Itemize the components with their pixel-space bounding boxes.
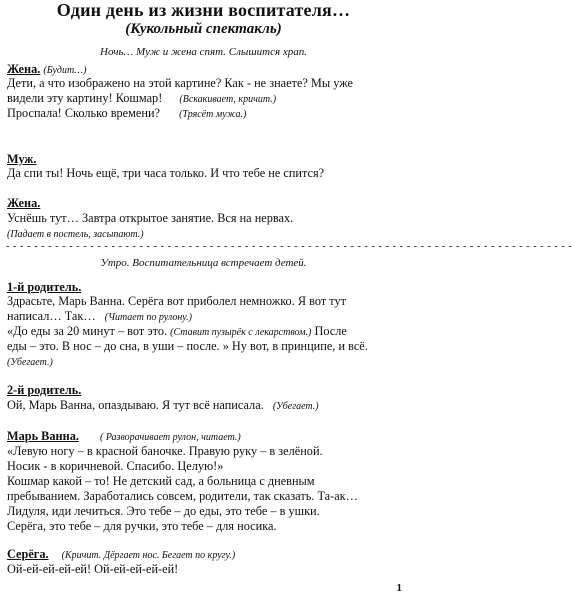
dialogue-line: «До еды за 20 минут – вот это. (Ставит пузырёк с лекарством.) После (7, 324, 347, 338)
dialogue-line: Ой, Марь Ванна, опаздываю. Я тут всё написала. (Убегает.) (7, 398, 319, 412)
stage-direction: (Убегает.) (272, 401, 319, 412)
speaker-name: Серёга. (7, 547, 49, 561)
speaker-line-parent-2 (7, 383, 81, 397)
dialogue-line: Да спи ты! Ночь ещё, три часа только. И что тебе не спится? (7, 166, 325, 180)
speaker-name: Муж. (7, 152, 37, 166)
speaker-name: 1-й родитель. (7, 280, 82, 294)
dialogue-line: пребыванием. Заработались совсем, родители, так сказать. Та-ак… (7, 489, 358, 503)
stage-direction-night: Ночь… Муж и жена спят. Слышится храп. (100, 46, 307, 58)
stage-direction: (Убегает.) (7, 357, 53, 368)
stage-direction-morning: Утро. Воспитательница встречает детей. (100, 257, 307, 269)
speaker-name: Марь Ванна. (7, 429, 79, 443)
dialogue-line: Дети, а что изображено на этой картине? Как - не знаете? Мы уже (7, 76, 353, 90)
stage-direction: (Падает в постель, засыпают.) (7, 229, 144, 240)
dialogue-line: написал… Так… (Читает по рулону.) (7, 309, 192, 323)
stage-direction: (Будит…) (43, 65, 87, 76)
stage-direction: (Трясёт мужа.) (179, 109, 247, 120)
speaker-line-teacher (7, 429, 241, 445)
speaker-name: Жена. (7, 62, 41, 76)
dialogue-line: Серёга, это тебе – для ручки, это тебе – для носика. (7, 519, 277, 533)
speaker-name: Жена. (7, 196, 41, 210)
dialogue-line: Кошмар какой – то! Не детский сад, а больница с дневным (7, 474, 315, 488)
dialogue-line: Ой-ей-ей-ей-ей! Ой-ей-ей-ей-ей! (7, 562, 179, 576)
speaker-line-parent-1 (7, 280, 81, 294)
dialogue-line: еды – это. В нос – до сна, в уши – после. » Ну вот, в принципе, и всё. (7, 339, 368, 353)
speaker-name: 2-й родитель. (7, 383, 82, 397)
stage-direction: (Ставит пузырёк с лекарством.) (170, 327, 312, 338)
dialogue-line: «Левую ногу – в красной баночке. Правую руку – в зелёной. (7, 444, 323, 458)
speaker-line-husband (7, 152, 36, 166)
page-title: Один день из жизни воспитателя… (56, 0, 351, 20)
dialogue-line: Уснёшь тут… Завтра открытое занятие. Вся на нервах. (7, 211, 294, 225)
dialogue-line: видели эту картину! Кошмар! (Вскакивает, кричит.) (7, 91, 277, 105)
dialogue-line: Лидуля, иди лечиться. Это тебе – до еды, это тебе – в ушки. (7, 504, 320, 518)
dialogue-line: Носик - в коричневой. Спасибо. Целую!» (7, 459, 224, 473)
stage-direction: (Читает по рулону.) (104, 312, 192, 323)
speaker-line-seryoga (7, 547, 235, 563)
stage-direction: ( Разворачивает рулон, читает.) (100, 432, 241, 443)
stage-direction: (Вскакивает, кричит.) (179, 94, 277, 105)
page-subtitle: (Кукольный спектакль) (125, 21, 282, 37)
dialogue-line: Здрасьте, Марь Ванна. Серёга вот приболел немножко. Я вот тут (7, 294, 347, 308)
dialogue-line: Проспала! Сколько времени? (Трясёт мужа.) (7, 106, 247, 120)
stage-direction: (Кричит. Дёргает нос. Бегает по кругу.) (61, 550, 236, 561)
scene-divider: - - - - - - - - - - - - - - - - - - - - - - - - - - - - - - - - - - - - - - - - - - - - - - - - - - - - - - - - - - - - - - - - - - - - - - - - - - - - - - - - - (6, 241, 572, 252)
page-number: 1 (396, 582, 402, 594)
speaker-line-wife-2 (7, 196, 40, 210)
